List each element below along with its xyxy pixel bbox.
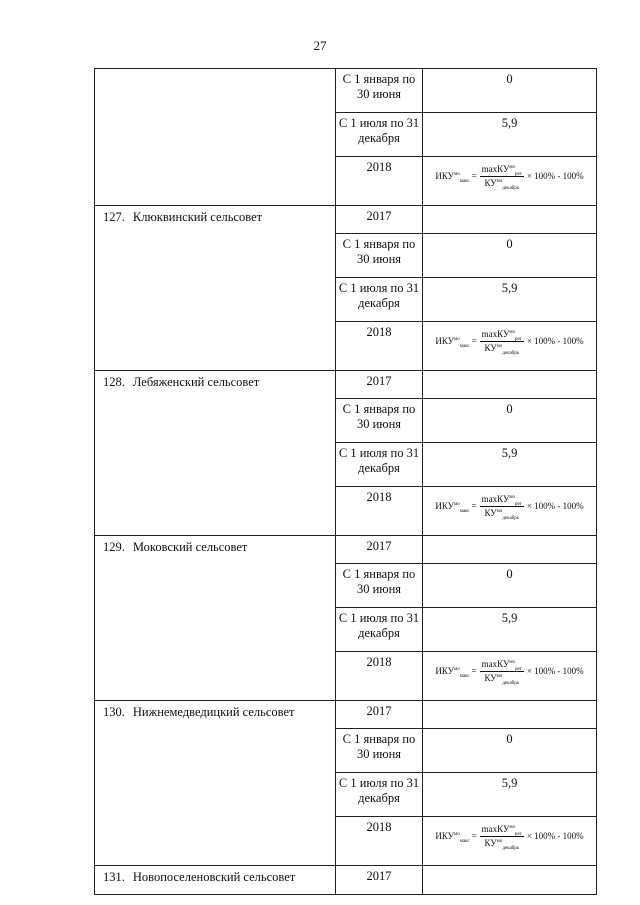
formula-lhs: $ИКУ^{мо}_{макс}$	[435, 170, 470, 184]
period-cell: 2018	[336, 652, 423, 701]
formula-numerator: maxКУ$^{мо}_{рег}$	[481, 494, 522, 507]
value-cell: 5,9	[423, 443, 597, 487]
formula-equals: =	[471, 501, 477, 512]
formula-numerator: maxКУ$^{мо}_{рег}$	[481, 659, 522, 672]
period-cell: С 1 июля по 31 декабря	[336, 443, 423, 487]
formula-fraction	[480, 824, 524, 849]
value-cell: 5,9	[423, 278, 597, 322]
value-cell	[423, 206, 597, 234]
value-cell: 0	[423, 729, 597, 773]
formula-fraction	[480, 164, 524, 189]
row-number: 130.	[103, 705, 125, 719]
formula-cell	[423, 322, 597, 371]
formula-fraction	[480, 659, 524, 684]
tariff-table	[94, 68, 597, 895]
formula-tail: × 100% - 100%	[526, 831, 584, 842]
table-row	[95, 206, 597, 234]
index-formula	[423, 329, 596, 354]
value-cell: 5,9	[423, 773, 597, 817]
period-cell: С 1 января по 30 июня	[336, 69, 423, 113]
formula-numerator: maxКУ$^{мо}_{рег}$	[481, 329, 522, 342]
formula-denominator: $КУ^{мо}_{декабрь}$	[484, 177, 520, 191]
settlement-name-cell	[95, 536, 336, 701]
period-cell: С 1 июля по 31 декабря	[336, 278, 423, 322]
value-cell: 0	[423, 564, 597, 608]
formula-lhs: $ИКУ^{мо}_{макс}$	[435, 335, 470, 349]
formula-fraction	[480, 329, 524, 354]
settlement-name-cell	[95, 371, 336, 536]
formula-numerator: maxКУ$^{мо}_{рег}$	[481, 824, 522, 837]
settlement-name: Новопоселеновский сельсовет	[132, 870, 296, 884]
formula-cell	[423, 487, 597, 536]
period-cell: С 1 июля по 31 декабря	[336, 773, 423, 817]
name-cell-continued	[95, 69, 336, 206]
formula-cell	[423, 652, 597, 701]
formula-tail: × 100% - 100%	[526, 171, 584, 182]
formula-cell	[423, 817, 597, 866]
formula-fraction	[480, 494, 524, 519]
period-cell: С 1 января по 30 июня	[336, 564, 423, 608]
settlement-name: Нижнемедведицкий сельсовет	[132, 705, 295, 719]
period-cell: С 1 января по 30 июня	[336, 399, 423, 443]
formula-cell	[423, 157, 597, 206]
value-cell: 5,9	[423, 113, 597, 157]
table-row	[95, 371, 597, 399]
page-number: 27	[313, 38, 327, 53]
index-formula	[423, 824, 596, 849]
period-cell: С 1 июля по 31 декабря	[336, 608, 423, 652]
row-number: 127.	[103, 210, 125, 224]
formula-denominator: $КУ^{мо}_{декабрь}$	[484, 837, 520, 851]
formula-lhs: $ИКУ^{мо}_{макс}$	[435, 665, 470, 679]
period-cell: С 1 января по 30 июня	[336, 729, 423, 773]
value-cell: 0	[423, 69, 597, 113]
value-cell	[423, 536, 597, 564]
formula-denominator: $КУ^{мо}_{декабрь}$	[484, 342, 520, 356]
settlement-name: Лебяженский сельсовет	[132, 375, 260, 389]
formula-lhs: $ИКУ^{мо}_{макс}$	[435, 830, 470, 844]
period-cell: 2018	[336, 157, 423, 206]
period-cell: С 1 июля по 31 декабря	[336, 113, 423, 157]
formula-denominator: $КУ^{мо}_{декабрь}$	[484, 507, 520, 521]
formula-tail: × 100% - 100%	[526, 336, 584, 347]
table-row	[95, 866, 597, 895]
formula-denominator: $КУ^{мо}_{декабрь}$	[484, 672, 520, 686]
row-number: 131.	[103, 870, 125, 884]
formula-equals: =	[471, 336, 477, 347]
year-cell: 2017	[336, 206, 423, 234]
settlement-name: Моковский сельсовет	[132, 540, 248, 554]
period-cell: 2018	[336, 322, 423, 371]
year-cell: 2017	[336, 866, 423, 895]
index-formula	[423, 164, 596, 189]
formula-numerator: maxКУ$^{мо}_{рег}$	[481, 164, 522, 177]
value-cell	[423, 701, 597, 729]
year-cell: 2017	[336, 371, 423, 399]
value-cell: 5,9	[423, 608, 597, 652]
value-cell	[423, 371, 597, 399]
settlement-name: Клюквинский сельсовет	[132, 210, 263, 224]
value-cell: 0	[423, 399, 597, 443]
formula-tail: × 100% - 100%	[526, 501, 584, 512]
value-cell: 0	[423, 234, 597, 278]
formula-tail: × 100% - 100%	[526, 666, 584, 677]
year-cell: 2017	[336, 701, 423, 729]
table-row	[95, 536, 597, 564]
period-cell: 2018	[336, 487, 423, 536]
settlement-name-cell	[95, 206, 336, 371]
period-cell: 2018	[336, 817, 423, 866]
row-number: 128.	[103, 375, 125, 389]
index-formula	[423, 494, 596, 519]
settlement-name-cell	[95, 701, 336, 866]
formula-lhs: $ИКУ^{мо}_{макс}$	[435, 500, 470, 514]
index-formula	[423, 659, 596, 684]
formula-equals: =	[471, 666, 477, 677]
year-cell: 2017	[336, 536, 423, 564]
settlement-name-cell	[95, 866, 336, 895]
table-row	[95, 69, 597, 113]
formula-equals: =	[471, 171, 477, 182]
row-number: 129.	[103, 540, 125, 554]
table-row	[95, 701, 597, 729]
formula-equals: =	[471, 831, 477, 842]
period-cell: С 1 января по 30 июня	[336, 234, 423, 278]
value-cell	[423, 866, 597, 895]
